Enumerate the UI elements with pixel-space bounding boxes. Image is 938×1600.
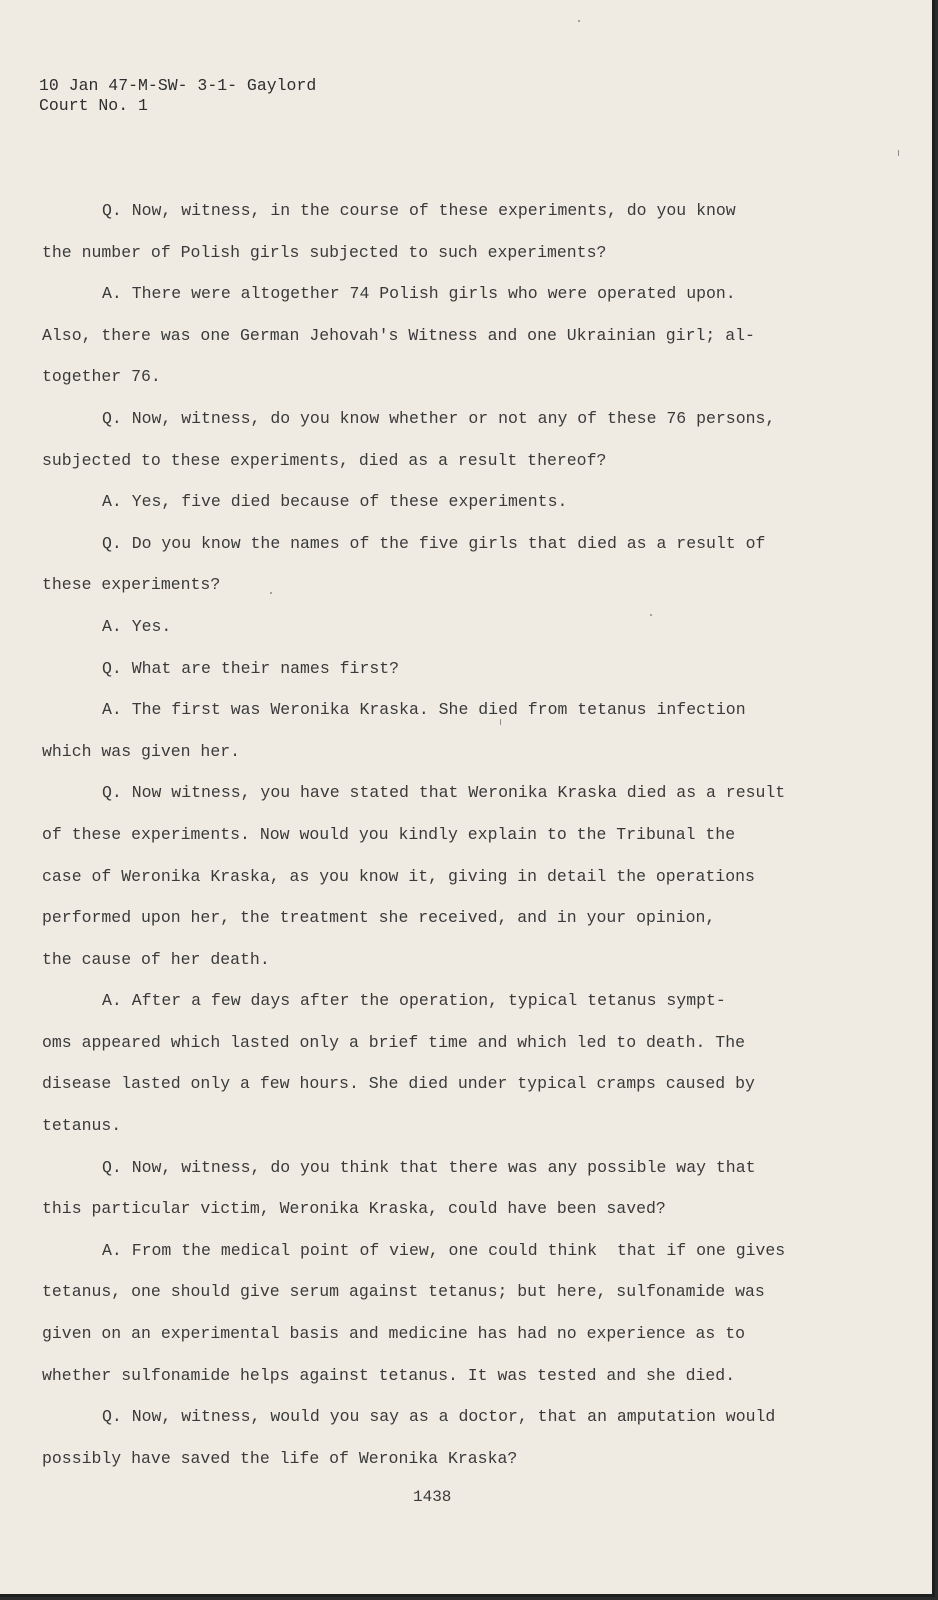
transcript-line: A. From the medical point of view, one could think that if one gives	[102, 1240, 786, 1260]
transcript-line: given on an experimental basis and medicine has had no experience as to	[42, 1324, 746, 1344]
transcript-line: Q. Now, witness, do you think that there was any possible way that	[102, 1157, 756, 1177]
transcript-line: A. There were altogether 74 Polish girls who were operated upon.	[102, 284, 736, 304]
paper-speck	[650, 614, 652, 616]
transcript-line: Q. Now witness, you have stated that Weronika Kraska died as a result	[102, 783, 786, 803]
transcript-line: A. Yes, five died because of these experiments.	[102, 492, 568, 512]
transcript-line: Also, there was one German Jehovah's Witness and one Ukrainian girl; al-	[42, 325, 755, 345]
transcript-line: this particular victim, Weronika Kraska, could have been saved?	[42, 1199, 666, 1219]
paper-speck	[898, 150, 899, 156]
transcript-line: tetanus.	[42, 1116, 122, 1136]
transcript-line: Q. Now, witness, would you say as a doctor, that an amputation would	[102, 1407, 776, 1427]
transcript-line: A. Yes.	[102, 616, 172, 636]
paper-speck	[270, 592, 272, 594]
transcript-line: A. The first was Weronika Kraska. She died from tetanus infection	[102, 700, 746, 720]
transcript-body	[42, 190, 842, 1479]
document-header	[39, 76, 316, 116]
transcript-line: which was given her.	[42, 741, 241, 761]
header-session-line: 10 Jan 47-M-SW- 3-1- Gaylord	[39, 76, 317, 95]
transcript-line: disease lasted only a few hours. She died under typical cramps caused by	[42, 1074, 755, 1094]
page-number: 1438	[413, 1488, 452, 1506]
paper-speck	[578, 20, 580, 22]
transcript-line: Q. Now, witness, do you know whether or not any of these 76 persons,	[102, 408, 776, 428]
transcript-line: Q. What are their names first?	[102, 658, 400, 678]
transcript-line: possibly have saved the life of Weronika Kraska?	[42, 1448, 518, 1468]
transcript-line: tetanus, one should give serum against tetanus; but here, sulfonamide was	[42, 1282, 765, 1302]
transcript-line: performed upon her, the treatment she received, and in your opinion,	[42, 908, 716, 928]
header-court-line: Court No. 1	[39, 96, 148, 115]
transcript-line: subjected to these experiments, died as a result thereof?	[42, 450, 607, 470]
transcript-line: the cause of her death.	[42, 949, 270, 969]
paper-speck	[500, 719, 501, 725]
transcript-line: case of Weronika Kraska, as you know it, giving in detail the operations	[42, 866, 755, 886]
transcript-line: A. After a few days after the operation, typical tetanus sympt-	[102, 991, 726, 1011]
transcript-line: Q. Do you know the names of the five girls that died as a result of	[102, 533, 766, 553]
transcript-line: whether sulfonamide helps against tetanus. It was tested and she died.	[42, 1365, 736, 1385]
transcript-line: oms appeared which lasted only a brief time and which led to death. The	[42, 1032, 746, 1052]
transcript-line: Q. Now, witness, in the course of these experiments, do you know	[102, 201, 736, 220]
transcript-line: together 76.	[42, 367, 161, 387]
transcript-line: the number of Polish girls subjected to such experiments?	[42, 242, 607, 262]
transcript-line: these experiments?	[42, 575, 221, 595]
transcript-line: of these experiments. Now would you kindly explain to the Tribunal the	[42, 824, 736, 844]
